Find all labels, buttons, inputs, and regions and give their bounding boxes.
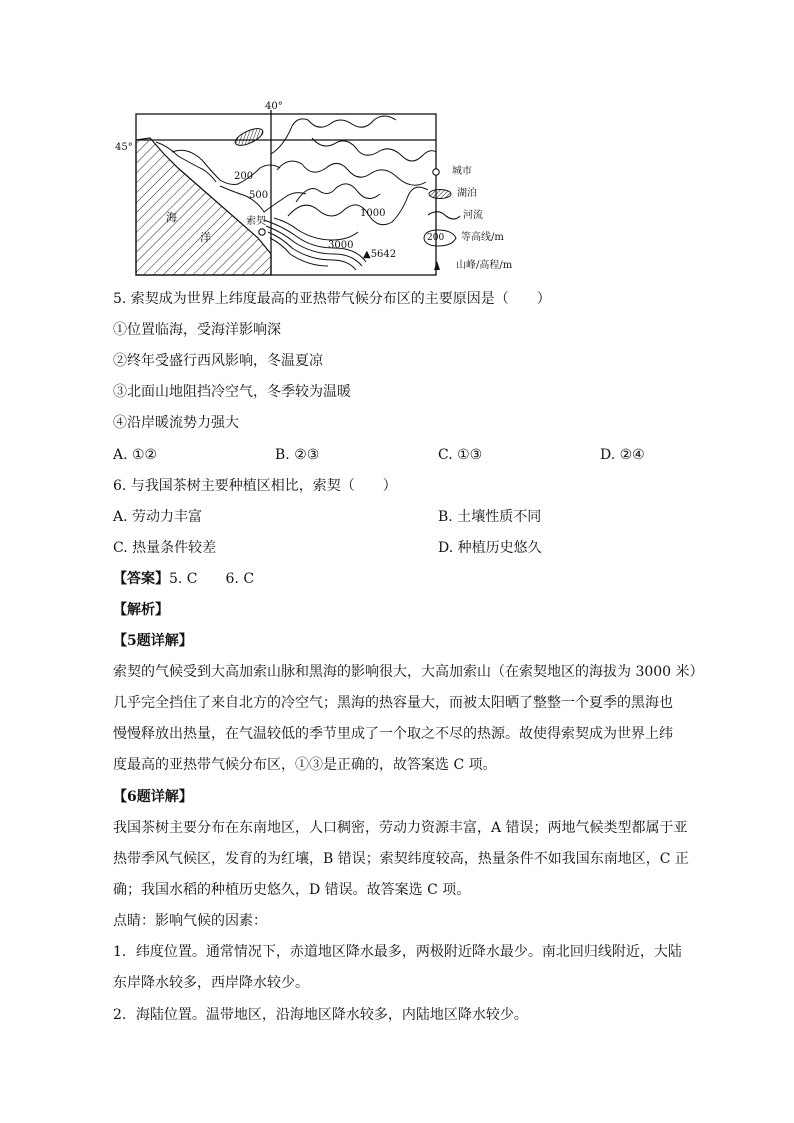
- tips-line: 东岸降水较多，西岸降水较少。: [113, 975, 309, 991]
- river-line-2: [296, 184, 380, 202]
- q6-option-d: D. 种植历史悠久: [438, 540, 542, 556]
- sea-label-2: 洋: [200, 231, 211, 244]
- sea-area: [136, 138, 271, 275]
- answer-label: 【答案】: [113, 571, 169, 587]
- q5-item-3: ③北面山地阻挡冷空气，冬季较为温暖: [113, 384, 351, 400]
- latitude-label: 45°: [115, 142, 133, 153]
- question-6-stem: 6. 与我国茶树主要种植区相比，索契（ ）: [113, 478, 397, 494]
- legend-peak-symbol: [434, 261, 440, 270]
- tips-line: 1．纬度位置。通常情况下，赤道地区降水最多，两极附近降水最少。南北回归线附近，大陆: [113, 944, 682, 960]
- detail-6-line: 确；我国水稻的种植历史悠久，D 错误。故答案选 C 项。: [113, 882, 471, 898]
- answer-line: [113, 569, 254, 589]
- sochi-city-marker: [259, 229, 265, 235]
- detail-5-line: 索契的气候受到大高加索山脉和黑海的影响很大，大高加索山（在索契地区的海拔为 3000 米）: [113, 664, 704, 680]
- detail-6-line: 我国茶树主要分布在东南地区，人口稠密，劳动力资源丰富，A 错误；两地气候类型都属于亚: [113, 820, 688, 836]
- detail-6-line: 热带季风气候区，发育的为红壤，B 错误；索契纬度较高，热量条件不如我国东南地区，C 正: [113, 851, 689, 867]
- tips-line: 2．海陆位置。温带地区，沿海地区降水较多，内陆地区降水较少。: [113, 1007, 528, 1023]
- contour-200-label: 200: [234, 171, 254, 182]
- detail-5-line: 几乎完全挡住了来自北方的冷空气；黑海的热容量大，而被太阳晒了整整一个夏季的黑海也: [113, 695, 673, 711]
- lake-shape: [233, 125, 265, 149]
- detail-6-label: 【6题详解】: [113, 789, 193, 805]
- detail-5-line: 度最高的亚热带气候分布区，①③是正确的，故答案选 C 项。: [113, 757, 497, 773]
- contour-1000-label: 1000: [360, 208, 386, 219]
- longitude-label: 40°: [265, 101, 283, 112]
- q5-option-c: C. ①③: [438, 447, 483, 463]
- river-line-1: [271, 116, 396, 154]
- legend-contour-label: 等高线/m: [461, 232, 504, 243]
- contour-500-label: 500: [249, 190, 269, 201]
- legend-contour-sample: 200: [427, 233, 445, 243]
- city-label: 索契: [246, 216, 266, 227]
- q5-item-2: ②终年受盛行西风影响，冬温夏凉: [113, 353, 323, 369]
- q6-option-c: C. 热量条件较差: [113, 540, 217, 556]
- contour-line-2: [277, 161, 426, 185]
- legend-city-label: 城市: [452, 166, 472, 177]
- q5-item-4: ④沿岸暖流势力强大: [113, 415, 239, 431]
- sochi-map-figure: [112, 98, 532, 278]
- q5-item-1: ①位置临海，受海洋影响深: [113, 322, 281, 338]
- contour-line-3: [312, 138, 436, 161]
- contour-3000-label: 3000: [328, 240, 354, 251]
- detail-5-line: 慢慢释放出热量，在气温较低的季节里成了一个取之不尽的热源。故使得索契成为世界上纬: [113, 726, 673, 742]
- q6-option-b: B. 土壤性质不同: [438, 509, 542, 525]
- tips-title: 点睛：影响气候的因素：: [113, 913, 267, 929]
- answer-text: 5. C 6. C: [169, 571, 255, 587]
- analysis-label: 【解析】: [113, 602, 169, 618]
- legend-river-label: 河流: [463, 210, 483, 221]
- legend-river-symbol: [428, 212, 460, 219]
- legend-lake-symbol: [429, 190, 451, 199]
- question-5-stem: 5. 索契成为世界上纬度最高的亚热带气候分布区的主要原因是（ ）: [113, 291, 551, 307]
- detail-5-label: 【5题详解】: [113, 633, 193, 649]
- legend-city-symbol: [433, 169, 439, 175]
- sea-label-1: 海: [166, 211, 177, 224]
- legend-lake-label: 湖泊: [457, 188, 477, 199]
- q6-option-a: A. 劳动力丰富: [113, 509, 203, 525]
- q5-option-d: D. ②④: [600, 447, 645, 463]
- legend-peak-label: 山峰/高程/m: [456, 260, 513, 271]
- q5-option-b: B. ②③: [275, 447, 320, 463]
- q5-option-a: A. ①②: [113, 447, 158, 463]
- peak-label: ▲5642: [363, 249, 397, 260]
